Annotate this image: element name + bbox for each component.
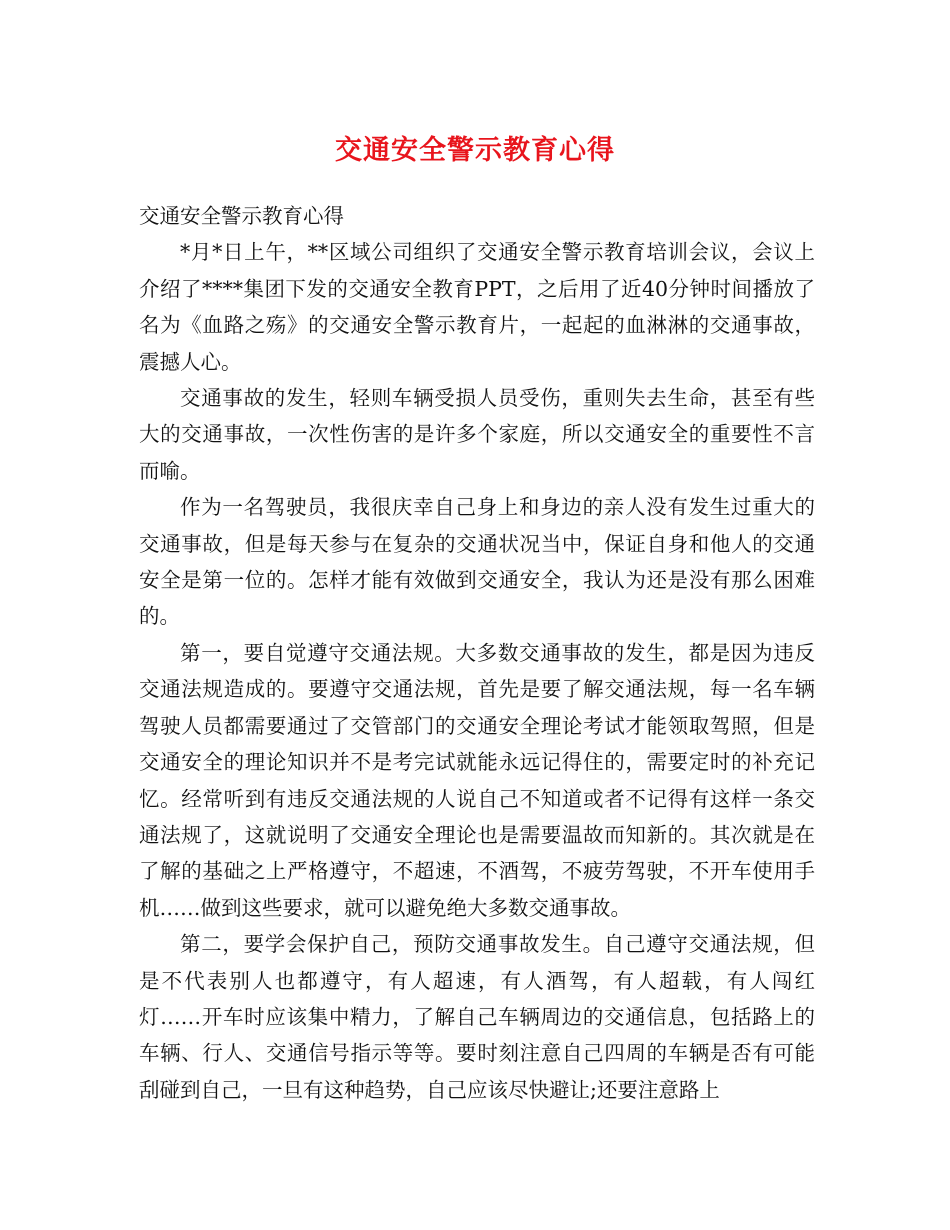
document-title: 交通安全警示教育心得: [335, 135, 615, 166]
paragraph-1: *月*日上午，**区域公司组织了交通安全警示教育培训会议，会议上介绍了****集团下发的交通安全教育PPT，之后用了近40分钟时间播放了名为《血路之殇》的交通安全警示教育片，一起起的血淋淋的交通事故，震撼人心。: [139, 240, 815, 374]
paragraph-4: 第一，要自觉遵守交通法规。大多数交通事故的发生，都是因为违反交通法规造成的。要遵守交通法规，首先是要了解交通法规，每一名车辆驾驶人员都需要通过了交管部门的交通安全理论考试才能领取驾照，但是交通安全的理论知识并不是考完试就能永远记得住的，需要定时的补充记忆。经常听到有违反交通法规的人说自己不知道或者不记得有这样一条交通法规了，这就说明了交通安全理论也是需要温故而知新的。其次就是在了解的基础之上严格遵守，不超速，不酒驾，不疲劳驾驶，不开车使用手机……做到这些要求，就可以避免绝大多数交通事故。: [139, 640, 815, 920]
paragraph-3: 作为一名驾驶员，我很庆幸自己身上和身边的亲人没有发生过重大的交通事故，但是每天参与在复杂的交通状况当中，保证自身和他人的交通安全是第一位的。怎样才能有效做到交通安全，我认为还是没有那么困难的。: [139, 495, 815, 629]
document-subtitle: 交通安全警示教育心得: [139, 204, 344, 228]
paragraph-2: 交通事故的发生，轻则车辆受损人员受伤，重则失去生命，甚至有些大的交通事故，一次性伤害的是许多个家庭，所以交通安全的重要性不言而喻。: [139, 386, 815, 483]
document-body: [139, 198, 815, 1108]
paragraph-5: 第二，要学会保护自己，预防交通事故发生。自己遵守交通法规，但是不代表别人也都遵守，有人超速，有人酒驾，有人超载，有人闯红灯……开车时应该集中精力，了解自己车辆周边的交通信息，包括路上的车辆、行人、交通信号指示等等。要时刻注意自己四周的车辆是否有可能刮碰到自己，一旦有这种趋势，自己应该尽快避让;还要注意路上: [139, 932, 815, 1102]
